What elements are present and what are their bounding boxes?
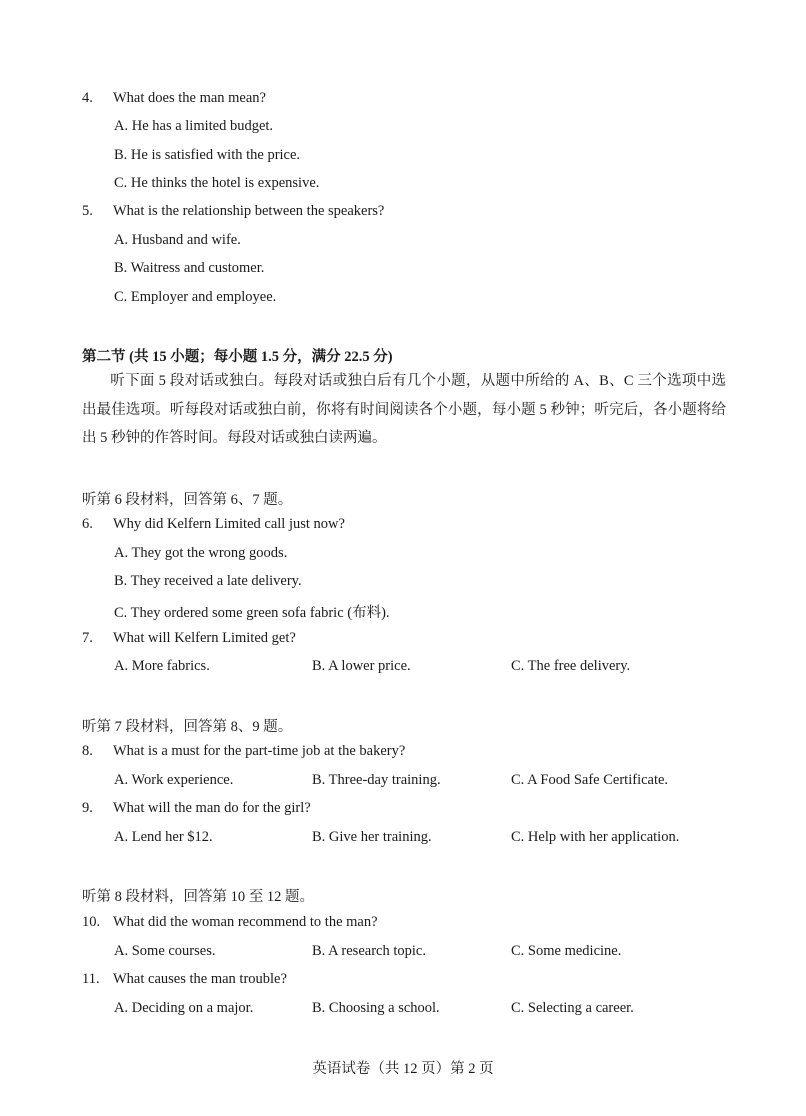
question-number: 7. [82, 630, 93, 646]
question-text: What is the relationship between the speakers? [113, 203, 385, 219]
question-number: 8. [82, 743, 93, 759]
q10-option-a: A. Some courses. [114, 943, 216, 959]
q10-option-b: B. A research topic. [312, 943, 426, 959]
question-4 [82, 90, 266, 107]
q6-option-a: A. They got the wrong goods. [114, 545, 288, 561]
question-number: 9. [82, 800, 93, 816]
question-text: Why did Kelfern Limited call just now? [113, 516, 345, 532]
question-text: What does the man mean? [113, 90, 266, 106]
q4-option-b: B. He is satisfied with the price. [114, 147, 301, 163]
q9-option-b: B. Give her training. [312, 829, 432, 845]
question-number: 11. [82, 971, 100, 987]
question-text: What will the man do for the girl? [113, 800, 311, 816]
question-number: 10. [82, 914, 101, 930]
q7-option-c: C. The free delivery. [511, 658, 631, 674]
instructions-text: 听下面 5 段对话或独白。每段对话或独白后有几个小题，从题中所给的 A、B、C 三个选项中选出最佳选项。听每段对话或独白前，你将有时间阅读各个小题，每小题 5 秒钟；听完后，各小题将给出 5 秒钟的作答时间。每段对话或独白读两遍。 [82, 373, 726, 447]
question-5 [82, 203, 384, 220]
question-6 [82, 516, 345, 533]
q8-option-b: B. Three-day training. [312, 772, 441, 788]
q5-option-a: A. Husband and wife. [114, 232, 241, 248]
q6-option-b: B. They received a late delivery. [114, 573, 302, 589]
question-text: What will Kelfern Limited get? [113, 630, 296, 646]
question-text: What causes the man trouble? [113, 971, 287, 987]
q9-option-c: C. Help with her application. [511, 829, 680, 845]
material-7-intro: 听第 7 段材料，回答第 8、9 题。 [82, 719, 293, 735]
q10-option-c: C. Some medicine. [511, 943, 622, 959]
question-number: 5. [82, 203, 93, 219]
material-6-intro: 听第 6 段材料，回答第 6、7 题。 [82, 492, 293, 508]
question-10 [82, 914, 378, 931]
question-number: 4. [82, 90, 93, 106]
q6-option-c: C. They ordered some green sofa fabric (布料). [114, 605, 390, 621]
q5-option-b: B. Waitress and customer. [114, 260, 265, 276]
q11-option-a: A. Deciding on a major. [114, 1000, 254, 1016]
question-11 [82, 971, 287, 988]
q11-option-c: C. Selecting a career. [511, 1000, 634, 1016]
question-9 [82, 800, 311, 817]
q7-option-b: B. A lower price. [312, 658, 411, 674]
question-7 [82, 630, 296, 647]
question-number: 6. [82, 516, 93, 532]
question-text: What did the woman recommend to the man? [113, 914, 378, 930]
page-footer: 英语试卷（共 12 页）第 2 页 [312, 1061, 494, 1077]
section-title: 第二节 (共 15 小题；每小题 1.5 分，满分 22.5 分) [82, 349, 393, 365]
q8-option-a: A. Work experience. [114, 772, 234, 788]
q4-option-a: A. He has a limited budget. [114, 118, 274, 134]
section-instructions [82, 367, 726, 453]
q7-option-a: A. More fabrics. [114, 658, 210, 674]
q4-option-c: C. He thinks the hotel is expensive. [114, 175, 320, 191]
q9-option-a: A. Lend her $12. [114, 829, 213, 845]
q8-option-c: C. A Food Safe Certificate. [511, 772, 669, 788]
question-8 [82, 743, 405, 760]
material-8-intro: 听第 8 段材料，回答第 10 至 12 题。 [82, 889, 314, 905]
q11-option-b: B. Choosing a school. [312, 1000, 440, 1016]
question-text: What is a must for the part-time job at the bakery? [113, 743, 406, 759]
q5-option-c: C. Employer and employee. [114, 289, 277, 305]
